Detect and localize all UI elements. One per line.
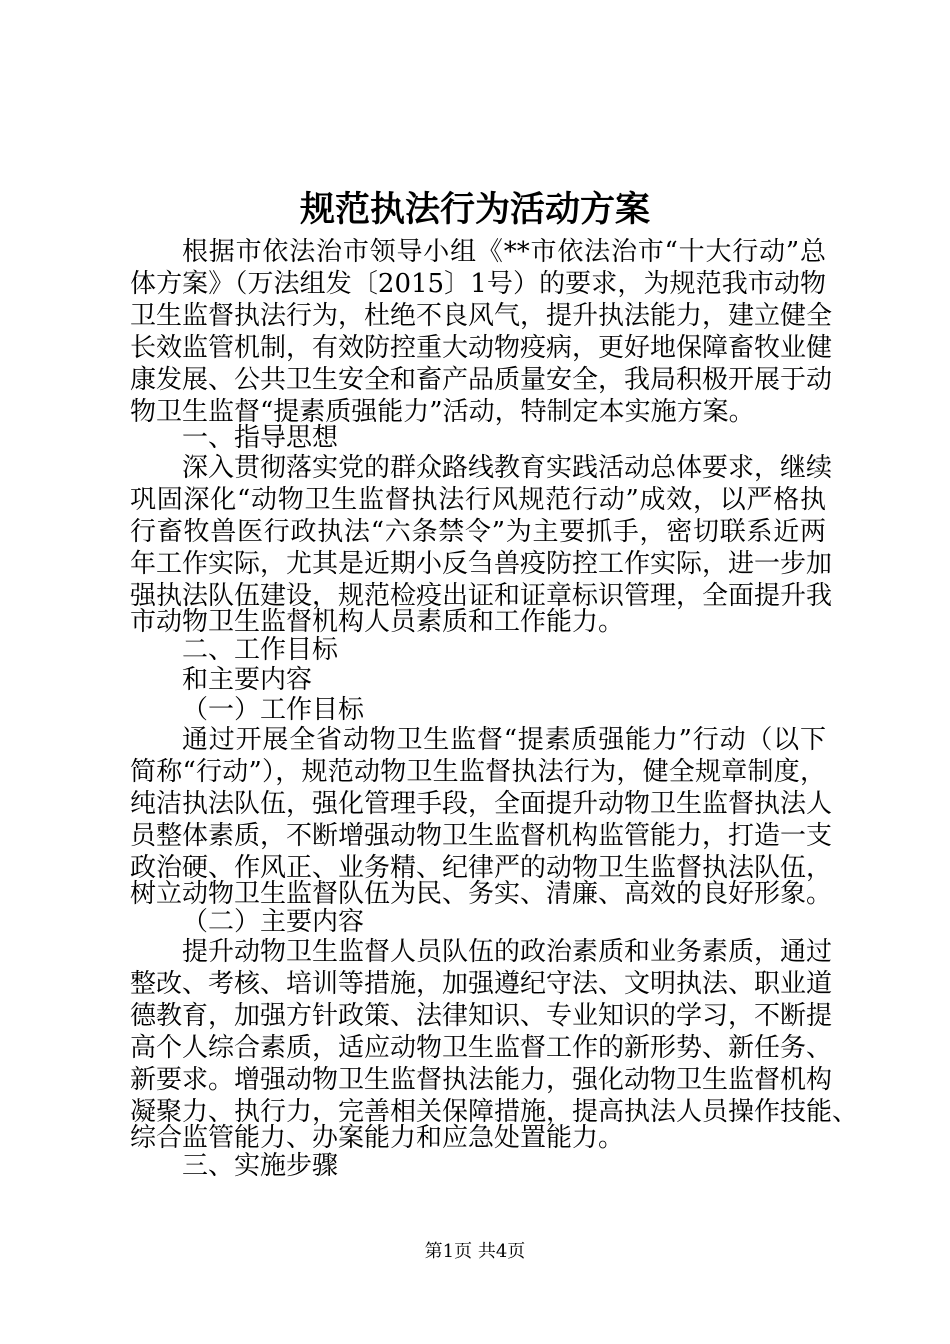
section-heading: 一、指导思想 bbox=[182, 423, 339, 453]
body-line: 卫生监督执法行为，杜绝不良风气，提升执法能力，建立健全 bbox=[130, 301, 833, 331]
body-line: 高个人综合素质，适应动物卫生监督工作的新形势、新任务、 bbox=[130, 1033, 833, 1063]
section-heading: 三、实施步骤 bbox=[182, 1151, 339, 1181]
body-line: 政治硬、作风正、业务精、纪律严的动物卫生监督执法队伍， bbox=[130, 853, 833, 883]
body-line: 物卫生监督“提素质强能力”活动，特制定本实施方案。 bbox=[130, 397, 755, 427]
body-line: 深入贯彻落实党的群众路线教育实践活动总体要求，继续 bbox=[182, 453, 833, 483]
subsection-heading: （二）主要内容 bbox=[182, 907, 365, 937]
body-line: 市动物卫生监督机构人员素质和工作能力。 bbox=[130, 607, 625, 637]
body-line: 树立动物卫生监督队伍为民、务实、清廉、高效的良好形象。 bbox=[130, 879, 833, 909]
body-line: 体方案》（万法组发〔2015〕1号）的要求，为规范我市动物 bbox=[130, 269, 826, 299]
body-line: 凝聚力、执行力，完善相关保障措施，提高执法人员操作技能、 bbox=[130, 1097, 859, 1127]
body-line: 德教育，加强方针政策、法律知识、专业知识的学习，不断提 bbox=[130, 1001, 833, 1031]
body-line: 简称“行动”），规范动物卫生监督执法行为，健全规章制度， bbox=[130, 757, 826, 787]
body-line: 强执法队伍建设，规范检疫出证和证章标识管理，全面提升我 bbox=[130, 581, 833, 611]
section-heading: 和主要内容 bbox=[182, 665, 313, 695]
body-line: 年工作实际，尤其是近期小反刍兽疫防控工作实际，进一步加 bbox=[130, 549, 833, 579]
document-title: 规范执法行为活动方案 bbox=[299, 189, 650, 230]
section-heading: 二、工作目标 bbox=[182, 635, 339, 665]
body-line: 康发展、公共卫生安全和畜产品质量安全，我局积极开展于动 bbox=[130, 365, 833, 395]
body-line: 新要求。增强动物卫生监督执法能力，强化动物卫生监督机构 bbox=[130, 1065, 833, 1095]
body-line: 综合监管能力、办案能力和应急处置能力。 bbox=[130, 1123, 625, 1153]
body-line: 员整体素质，不断增强动物卫生监督机构监管能力，打造一支 bbox=[130, 821, 833, 851]
subsection-heading: （一）工作目标 bbox=[182, 695, 365, 725]
body-line: 整改、考核、培训等措施，加强遵纪守法、文明执法、职业道 bbox=[130, 969, 833, 999]
body-line: 巩固深化“动物卫生监督执法行风规范行动”成效，以严格执 bbox=[130, 485, 826, 515]
body-line: 行畜牧兽医行政执法“六条禁令”为主要抓手，密切联系近两 bbox=[130, 517, 826, 547]
body-line: 通过开展全省动物卫生监督“提素质强能力”行动（以下 bbox=[182, 725, 826, 755]
body-line: 提升动物卫生监督人员队伍的政治素质和业务素质，通过 bbox=[182, 937, 833, 967]
body-line: 根据市依法治市领导小组《**市依法治市“十大行动”总 bbox=[182, 237, 826, 267]
page-footer: 第1页 共4页 bbox=[424, 1241, 526, 1262]
body-line: 纯洁执法队伍，强化管理手段，全面提升动物卫生监督执法人 bbox=[130, 789, 833, 819]
body-line: 长效监管机制，有效防控重大动物疫病，更好地保障畜牧业健 bbox=[130, 333, 833, 363]
